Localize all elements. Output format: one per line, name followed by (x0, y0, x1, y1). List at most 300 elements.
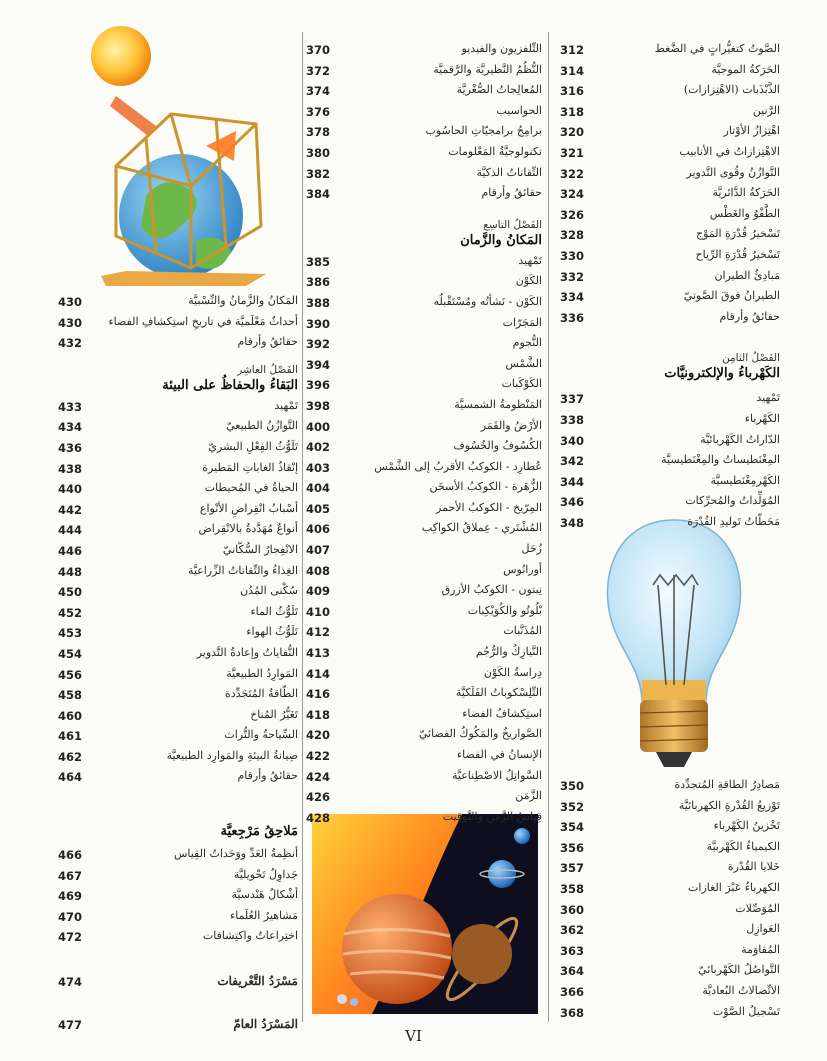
entry-title: تكنولوجيَّةُ المَعْلومات (448, 144, 542, 158)
page-number: 404 (306, 481, 331, 496)
page-number: 350 (560, 779, 585, 793)
entry-title: الكَوْن (515, 274, 542, 288)
page-number: 446 (58, 543, 83, 558)
toc-entry[interactable] (560, 451, 780, 472)
toc-entry[interactable] (306, 725, 542, 746)
toc-entry[interactable] (560, 817, 780, 838)
toc-entry[interactable] (560, 920, 780, 941)
toc-entry[interactable] (560, 246, 780, 267)
toc-entry[interactable] (58, 603, 298, 624)
page-number: 458 (58, 688, 83, 703)
chapter-heading (560, 328, 780, 381)
entry-title: قِياسُ الزَّمَنِ والتَّوقيت (442, 809, 542, 823)
page-number: 453 (58, 626, 83, 641)
page-number: 348 (560, 515, 585, 530)
toc-entry[interactable] (560, 431, 780, 452)
appendix-heading (58, 788, 298, 839)
toc-block (306, 252, 542, 829)
page-number: 405 (306, 501, 331, 516)
chapter-title: البَقاءُ والحفاظُ على البيئة (162, 377, 298, 393)
toc-block (58, 292, 298, 354)
toc-entry[interactable] (306, 478, 542, 499)
page-number: 357 (560, 861, 585, 876)
toc-entry[interactable] (560, 838, 780, 859)
entry-title: استِكشافُ الفضاء (462, 706, 542, 720)
entry-title: حقائقُ وأرقام (237, 769, 298, 783)
toc-entry[interactable] (560, 122, 780, 143)
toc-entry[interactable] (306, 40, 542, 61)
toc-entry[interactable] (560, 81, 780, 102)
toc-entry[interactable] (306, 272, 542, 293)
page-number: 368 (560, 1005, 585, 1020)
toc-column-left (58, 292, 298, 1035)
entry-title: سُكْنى المُدُن (240, 584, 298, 598)
page-number: 358 (560, 881, 585, 896)
page-number: 324 (560, 187, 585, 202)
entry-title: الصَّوتُ كتغيُّراتٍ في الضَّغط (654, 42, 780, 55)
entry-title: تَمْهيد (756, 391, 780, 405)
chapter-label: الفَصْلُ الثامِن (722, 352, 780, 365)
page-number: 337 (560, 392, 585, 407)
page-number: 456 (58, 667, 83, 682)
planets-illustration (312, 814, 538, 1014)
page-number: 312 (560, 43, 585, 57)
toc-entry[interactable] (560, 1003, 780, 1024)
page-number: 360 (560, 902, 585, 917)
toc-entry[interactable] (306, 61, 542, 82)
entry-title: الكَهْرباء (744, 411, 780, 425)
toc-entry[interactable] (560, 982, 780, 1003)
page-number: 450 (58, 585, 83, 600)
toc-entry[interactable] (58, 907, 298, 928)
toc-entry[interactable] (58, 313, 298, 334)
page-number: 454 (58, 646, 83, 661)
entry-title: الحَرَكةُ الدَّائريَّة (712, 186, 780, 200)
toc-entry[interactable] (58, 582, 298, 603)
entry-title: تَلَوُّثُ الهواء (246, 625, 298, 639)
toc-entry[interactable] (306, 417, 542, 438)
toc-block (560, 40, 780, 328)
entry-title: تَلَوُّثُ الماء (250, 604, 298, 618)
entry-title: نِبتون - الكوكبُ الأزرق (441, 583, 542, 597)
entry-title: النَّيازِكُ والرُّجُم (475, 645, 542, 659)
page-number: 440 (58, 482, 83, 497)
toc-entry[interactable] (306, 767, 542, 788)
toc-entry[interactable] (306, 375, 542, 396)
entry-title: تَمْهيد (518, 253, 542, 267)
entry-title: الكَوْكَبات (501, 377, 542, 391)
page-number: 346 (560, 495, 585, 510)
toc-entry[interactable] (306, 684, 542, 705)
toc-entry[interactable] (306, 314, 542, 335)
toc-entry[interactable] (560, 858, 780, 879)
toc-block (58, 397, 298, 788)
page-number: 334 (560, 290, 585, 305)
toc-entry[interactable] (306, 458, 542, 479)
page-number: 422 (306, 749, 331, 763)
toc-entry[interactable] (58, 927, 298, 948)
page-number: 430 (58, 315, 83, 330)
entry-title: أنواعٌ مُهَدَّدةٌ بالانْقِراض (198, 522, 298, 536)
toc-entry[interactable] (560, 797, 780, 818)
entry-title: الحَرَكةُ الموجيَّة (711, 62, 780, 76)
entry-title: الحواسيب (496, 103, 542, 117)
page-number: 352 (560, 799, 585, 814)
entry-title: زُحَل (521, 542, 542, 556)
appendix-title: مَلاحِقُ مَرْجِعيَّة (220, 824, 298, 840)
entry-title: التِّلِسْكوباتُ الفَلَكيَّة (455, 686, 542, 700)
page-number: 406 (306, 522, 331, 537)
page-number: 477 (58, 1017, 83, 1032)
page-number: 420 (306, 728, 331, 743)
page-number: 340 (560, 433, 585, 448)
entry-title: الطيرانُ فوقَ الصَّوتيّ (683, 289, 780, 303)
entry-title: الذَّبْذَبات (الاهْتِزازات) (683, 83, 780, 97)
entry-title: دِراسةُ الكَوْن (483, 665, 542, 679)
entry-title: الكهرباءُ عَبْرَ الغازات (688, 880, 780, 894)
page-number: 444 (58, 523, 83, 538)
entry-title: العَوازِل (746, 922, 780, 936)
entry-title: الكيمياءُ الكَهْربيَّة (706, 839, 780, 853)
toc-entry[interactable] (560, 102, 780, 123)
entry-title: مَسْرَدُ التَّعْريفات (217, 974, 298, 989)
toc-entry[interactable] (58, 623, 298, 644)
page-number: 398 (306, 398, 331, 413)
toc-entry[interactable] (58, 886, 298, 907)
toc-entry[interactable] (58, 845, 298, 866)
entry-title: النُّجوم (512, 336, 542, 350)
entry-title: حقائقُ وأرقام (237, 335, 298, 349)
toc-entry[interactable] (560, 776, 780, 797)
page-number: 472 (58, 930, 83, 945)
toc-entry[interactable] (560, 879, 780, 900)
toc-column-right (560, 40, 780, 533)
toc-entry[interactable] (560, 143, 780, 164)
page-number: 384 (306, 187, 331, 202)
toc-entry[interactable] (306, 334, 542, 355)
toc-entry[interactable] (306, 602, 542, 623)
chapter-title: الكَهْرباءُ والإلكترونيَّات (664, 366, 780, 382)
toc-entry[interactable] (58, 747, 298, 768)
toc-entry[interactable] (306, 437, 542, 458)
toc-entry[interactable] (306, 81, 542, 102)
entry-title: أحداثٌ مَعْلَميَّة في تاريخِ استِكشافِ الفضاء (108, 314, 298, 328)
page-number: 442 (58, 502, 83, 517)
toc-entry[interactable] (560, 40, 780, 61)
entry-title: تَسْخيرُ قُدْرَةِ الرِّياح (695, 247, 780, 261)
page-number: 460 (58, 708, 83, 723)
page-number: 433 (58, 399, 83, 414)
toc-entry[interactable] (306, 746, 542, 767)
toc-entry[interactable] (58, 665, 298, 686)
toc-entry[interactable] (560, 205, 780, 226)
page-number: 452 (58, 605, 83, 620)
page-number: 448 (58, 564, 83, 579)
toc-entry[interactable] (306, 540, 542, 561)
entry-title: أشْكالٌ هَنْدسيَّة (231, 888, 298, 902)
toc-entry[interactable] (306, 164, 542, 185)
page-number: 474 (58, 975, 83, 990)
toc-entry[interactable] (560, 961, 780, 982)
page-number: 330 (560, 248, 585, 263)
toc-entry[interactable] (560, 513, 780, 534)
page-number: 332 (560, 269, 585, 284)
toc-block (58, 845, 298, 948)
light-bulb-illustration (598, 515, 750, 773)
entry-title: المُشْتَري - عِملاقُ الكواكِب (421, 521, 542, 535)
toc-entry[interactable] (306, 143, 542, 164)
entry-title: الشَّمْس (505, 356, 542, 370)
toc-entry[interactable] (58, 520, 298, 541)
page-number: 400 (306, 419, 331, 434)
entry-title: الكَهْرمِغْنَطيسيَّة (710, 473, 780, 487)
toc-entry[interactable] (306, 581, 542, 602)
entry-title: صِيانةُ البيئةِ والمَوارِد الطبيعيَّة (166, 748, 298, 762)
page-number: 467 (58, 868, 83, 883)
page-number: 461 (58, 729, 83, 744)
entry-title: الغِذاءُ والتِّقاناتُ الزِّراعيَّة (187, 563, 298, 577)
toc-entry[interactable] (306, 643, 542, 664)
toc-entry[interactable] (58, 644, 298, 665)
entry-title: الحياةُ في المُحيطات (204, 481, 298, 495)
entry-title: برامِجُ برامجيّاتِ الحاسُوب (425, 124, 542, 138)
toc-entry[interactable] (306, 293, 542, 314)
entry-title: الكُسُوفُ والخُسُوف (453, 439, 542, 453)
page-number: 414 (306, 666, 331, 681)
toc-entry[interactable] (306, 808, 542, 829)
page-number: 364 (560, 964, 585, 979)
page-number: 392 (306, 337, 331, 352)
page-number: 363 (560, 943, 585, 958)
page-number: 320 (560, 125, 585, 140)
page-number: 336 (560, 310, 585, 325)
entry-title: المَكانُ والزَّمانُ والنِّسْبيَّة (188, 294, 298, 307)
page-number: 370 (306, 43, 331, 57)
entry-title: النُّظُمُ النَّظيريَّة والرَّقميَّة (433, 62, 542, 76)
toc-entry[interactable] (58, 333, 298, 354)
toc-entry[interactable] (560, 184, 780, 205)
page-number: 374 (306, 84, 331, 99)
toc-entry[interactable] (58, 866, 298, 887)
page-number: 402 (306, 440, 331, 455)
entry-title: الدّاراتُ الكَهْربائيَّة (700, 432, 780, 446)
entry-title: تَسْجيلُ الصَّوْت (712, 1004, 780, 1018)
entry-title: المَوارِدُ الطبيعيَّة (226, 666, 298, 680)
toc-entry[interactable] (58, 706, 298, 727)
entry-title: الأرْضُ والقَمَر (480, 418, 542, 432)
entry-title: المِغْنَطيساتُ والمِغْنَطيسيَّة (661, 453, 780, 467)
entry-title: عُطارِد - الكوكبُ الأقربُ إلى الشَّمْس (374, 459, 542, 473)
entry-title: مَبادِئُ الطيران (714, 268, 780, 282)
page-number: 390 (306, 316, 331, 331)
toc-entry[interactable] (560, 61, 780, 82)
toc-entry[interactable] (58, 726, 298, 747)
page-number: 380 (306, 145, 331, 160)
toc-entry[interactable] (58, 397, 298, 418)
toc-entry[interactable] (560, 410, 780, 431)
toc-entry[interactable] (306, 355, 542, 376)
entry-title: الاتِّصالاتُ البُعاديَّة (702, 983, 780, 997)
toc-entry[interactable] (560, 389, 780, 410)
toc-entry[interactable] (58, 562, 298, 583)
page-number: 382 (306, 166, 331, 181)
entry-title: المُوَلِّداتُ والمُحرِّكات (685, 494, 780, 508)
entry-title: المِرّيخ - الكوكبُ الأحمر (436, 500, 542, 514)
entry-title: المُوَصِّلات (735, 901, 780, 915)
toc-entry[interactable] (306, 396, 542, 417)
toc-entry[interactable] (58, 292, 298, 313)
chapter-heading (306, 205, 542, 248)
entry-title: الكَوْن - نَشأتُه ومُسْتَقْبلُه (433, 294, 542, 308)
entry-title: الصَّواريخُ والمَكُوكُ الفضائيّ (418, 727, 542, 741)
page-number: 316 (560, 84, 585, 99)
page-number: 314 (560, 63, 585, 78)
toc-column-right-lower (560, 776, 780, 1023)
page-number: 344 (560, 474, 585, 489)
toc-entry[interactable] (306, 252, 542, 273)
page-number: 466 (58, 848, 83, 863)
page-number: 328 (560, 228, 585, 243)
column-divider (302, 32, 303, 1022)
greenhouse-earth-illustration (96, 36, 271, 286)
toc-entry[interactable] (58, 767, 298, 788)
entry-title: الانْفِجارُ السُّكّانيّ (222, 542, 298, 556)
page-number: 409 (306, 584, 331, 599)
page-number: 385 (306, 254, 331, 269)
entry-title: خَلايا القُدْرة (727, 860, 780, 874)
toc-entry[interactable] (560, 164, 780, 185)
toc-entry[interactable] (306, 519, 542, 540)
toc-entry[interactable] (306, 705, 542, 726)
entry-title: المَجَرّات (502, 315, 542, 329)
entry-title: بْلُوتُو والكُوَيْكِبات (467, 603, 542, 617)
page-number: 354 (560, 820, 585, 835)
entry-title: اختِراعاتٌ واكتِشافات (202, 929, 298, 943)
entry-title: حقائقُ وأرقام (719, 309, 780, 323)
page-number: 326 (560, 207, 585, 222)
toc-entry[interactable] (58, 685, 298, 706)
entry-title: إنْقاذُ الغاباتِ المَطيرة (202, 460, 298, 474)
toc-entry[interactable] (58, 459, 298, 480)
toc-entry[interactable] (560, 267, 780, 288)
toc-entry[interactable] (560, 287, 780, 308)
page-number: 469 (58, 889, 83, 904)
page-number: 413 (306, 646, 331, 661)
toc-block (306, 40, 542, 205)
page-number: 396 (306, 378, 331, 393)
entry-title: التِّلفزيون والفيديو (461, 42, 542, 55)
toc-entry[interactable] (58, 500, 298, 521)
page-number: 408 (306, 563, 331, 578)
page-number: 434 (58, 420, 83, 435)
page-number: 318 (560, 104, 585, 119)
toc-entry[interactable] (306, 102, 542, 123)
page-number: 410 (306, 604, 331, 619)
page-number: 356 (560, 840, 585, 855)
toc-entry[interactable] (306, 787, 542, 808)
page-number: 438 (58, 461, 83, 476)
toc-entry-glossary[interactable] (58, 972, 298, 993)
page-number: 430 (58, 295, 83, 309)
toc-entry[interactable] (560, 492, 780, 513)
column-divider (548, 32, 549, 1022)
toc-entry[interactable] (306, 664, 542, 685)
entry-title: أنظِمةُ العَدِّ ووَحَداتُ القِياس (173, 847, 298, 861)
toc-entry[interactable] (306, 184, 542, 205)
toc-entry[interactable] (560, 308, 780, 329)
page-number: 436 (58, 440, 83, 455)
toc-block (560, 389, 780, 533)
page-number: 424 (306, 769, 331, 784)
page-number: 378 (306, 125, 331, 140)
page-folio: VI (405, 1027, 422, 1045)
page-number: 366 (560, 984, 585, 999)
chapter-label: الفَصْلُ التاسِع (483, 218, 542, 231)
page-number: 462 (58, 749, 83, 764)
entry-title: الطّاقةُ المُتَجَدِّدة (224, 687, 298, 701)
chapter-heading (58, 354, 298, 393)
entry-title: التَّواصُلُ الكَهْربائيّ (698, 963, 780, 977)
entry-title: التَّوازُنُ وقُوى التَّدوير (686, 165, 780, 179)
entry-title: حقائقُ وأرقام (481, 186, 542, 200)
entry-title: تَسْخيرُ قُدْرَةِ المَوْج (695, 227, 780, 241)
page-number: 407 (306, 543, 331, 558)
entry-title: السِّياحةُ والتُّراث (224, 728, 298, 742)
toc-column-middle (306, 40, 542, 828)
page-number: 416 (306, 687, 331, 702)
entry-title: التِّقاناتُ الذكيَّة (476, 165, 542, 179)
page-number: 322 (560, 166, 585, 181)
entry-title: أسْبابُ انْقِراضِ الأنْواع (199, 501, 298, 515)
page-number: 386 (306, 275, 331, 290)
entry-title: النُّفاياتُ وإعادةُ التَّدوير (196, 645, 298, 659)
toc-entry[interactable] (58, 541, 298, 562)
chapter-label: الفَصْلُ العاشِر (237, 363, 298, 376)
page-number: 342 (560, 454, 585, 469)
page-number: 362 (560, 923, 585, 938)
entry-title: تَخْزينُ الكَهْرباء (713, 819, 780, 833)
toc-entry[interactable] (306, 561, 542, 582)
toc-entry[interactable] (306, 499, 542, 520)
entry-title: المَنْظومةُ الشمسيَّة (454, 397, 542, 411)
entry-title: تَوْزيعُ القُدْرةِ الكهربائيَّة (678, 798, 780, 812)
toc-entry[interactable] (58, 479, 298, 500)
entry-title: مَشاهيرُ العُلَماء (230, 908, 298, 922)
entry-title: تَلَوُّثُ الفِعْلِ البشريّ (208, 439, 298, 453)
toc-entry[interactable] (560, 472, 780, 493)
page-number: 464 (58, 770, 83, 785)
entry-title: المُقاوَمة (741, 942, 780, 956)
page-number: 338 (560, 412, 585, 427)
entry-title: أورانُوس (503, 562, 542, 576)
toc-entry[interactable] (58, 417, 298, 438)
page-number: 418 (306, 707, 331, 722)
page-number: 394 (306, 357, 331, 372)
page-number: 412 (306, 625, 331, 640)
toc-entry[interactable] (306, 122, 542, 143)
page-number: 428 (306, 810, 331, 825)
page-number: 376 (306, 104, 331, 119)
entry-title: تَغَيُّرُ المُناخ (250, 707, 298, 721)
entry-title: جَداوِلُ تَحْويليَّة (233, 867, 298, 881)
toc-entry[interactable] (560, 941, 780, 962)
toc-entry[interactable] (58, 438, 298, 459)
entry-title: الزَّمَن (515, 789, 542, 803)
page-number: 321 (560, 145, 585, 160)
toc-entry[interactable] (560, 225, 780, 246)
toc-entry[interactable] (560, 900, 780, 921)
toc-entry[interactable] (306, 622, 542, 643)
